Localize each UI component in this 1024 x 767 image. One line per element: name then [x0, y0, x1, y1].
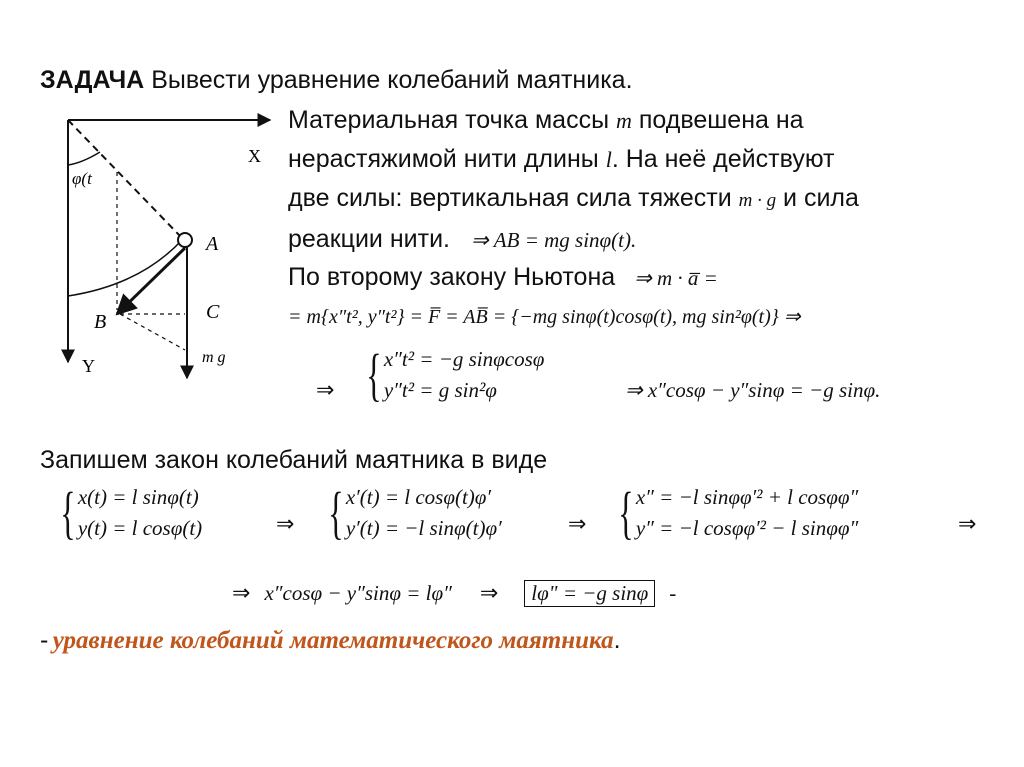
description-line-5	[288, 262, 718, 293]
desc-text-1: Материальная точка массы	[288, 106, 610, 134]
desc-text-1-end: подвешена на	[638, 106, 804, 134]
section-law-text: Запишем закон колебаний маятника в виде	[40, 446, 548, 474]
brace-icon: {	[366, 342, 382, 407]
desc-text-2-end: . На неё действуют	[611, 145, 835, 173]
formula-ma: ⇒ m · a̅ =	[634, 266, 718, 290]
label-gravity: m g	[202, 349, 226, 366]
sys1-x: x″t² = −g sinφcosφ	[383, 347, 545, 371]
sys1-result: ⇒ x″cosφ − y″sinφ = −g sinφ.	[625, 378, 881, 402]
conclusion-text: уравнение колебаний математического маятника	[52, 627, 614, 654]
system-1	[360, 342, 545, 407]
system-a	[54, 480, 203, 545]
brace-icon: {	[328, 480, 344, 545]
formula-ab: ⇒ AB = mg sinφ(t).	[470, 228, 637, 252]
desc-text-4: реакции нити.	[288, 225, 450, 253]
angle-arc	[68, 152, 100, 165]
label-c: C	[206, 301, 220, 323]
sys1-arrow	[316, 378, 334, 403]
var-l: l	[605, 147, 612, 172]
brace-icon: {	[60, 480, 76, 545]
description-line-4	[288, 224, 636, 255]
final-equation: x″cosφ − y″sinφ = lφ″	[264, 581, 452, 605]
label-a: A	[206, 233, 219, 255]
label-angle: φ(t	[72, 169, 92, 188]
boxed-equation: lφ" = −g sinφ	[524, 580, 655, 607]
arrow-icon: ⇒	[232, 581, 251, 606]
final-equation-row	[232, 580, 676, 607]
task-title	[40, 65, 633, 95]
conclusion-dash: -	[40, 626, 49, 654]
label-y: Y	[82, 356, 95, 376]
sys-b-y: y′(t) = −l sinφ(t)φ′	[345, 516, 502, 540]
desc-text-3-end: и сила	[783, 184, 859, 212]
arrow-icon: ⇒	[316, 378, 335, 403]
arrow-icon: ⇒	[479, 581, 499, 606]
sys-c-y: y″ = −l cosφφ′² − l sinφφ″	[635, 516, 859, 540]
conclusion	[40, 625, 621, 655]
desc-text-5: По второму закону Ньютона	[288, 263, 616, 291]
system-b	[322, 480, 502, 545]
formula-newton-expand: = m{x″t², y″t²} = F̅ = AB̅ = {−mg sinφ(t)cosφ(t), mg sin²φ(t)} ⇒	[288, 306, 801, 328]
sys-b-x: x′(t) = l cosφ(t)φ′	[345, 485, 491, 509]
var-mg: m · g	[738, 190, 777, 211]
desc-text-3: две силы: вертикальная сила тяжести	[288, 184, 732, 212]
task-text: Вывести уравнение колебаний маятника.	[151, 66, 633, 94]
helper-diagonal	[120, 314, 185, 350]
reaction-arrow	[117, 248, 185, 314]
task-label: ЗАДАЧА	[40, 66, 145, 94]
description-line-3	[288, 183, 859, 216]
arrow-icon: ⇒	[568, 512, 587, 537]
label-b: B	[94, 311, 107, 333]
desc-text-2: нерастяжимой нити длины	[288, 145, 599, 173]
sys-a-x: x(t) = l sinφ(t)	[77, 485, 199, 509]
system-c	[612, 480, 859, 545]
var-m: m	[616, 108, 632, 133]
sys-a-y: y(t) = l cosφ(t)	[77, 516, 203, 540]
pendulum-bob	[178, 233, 192, 247]
pendulum-diagram	[30, 100, 280, 390]
dash: -	[669, 581, 677, 605]
arrow-icon: ⇒	[276, 512, 295, 537]
arrow-icon: ⇒	[958, 512, 977, 537]
label-x: X	[248, 146, 261, 166]
description-line-2	[288, 144, 834, 175]
sys-c-x: x″ = −l sinφφ′² + l cosφφ″	[635, 485, 859, 509]
conclusion-end: .	[613, 626, 621, 654]
sys1-y: y″t² = g sin²φ	[383, 378, 497, 402]
description-line-1	[288, 105, 804, 136]
brace-icon: {	[618, 480, 634, 545]
